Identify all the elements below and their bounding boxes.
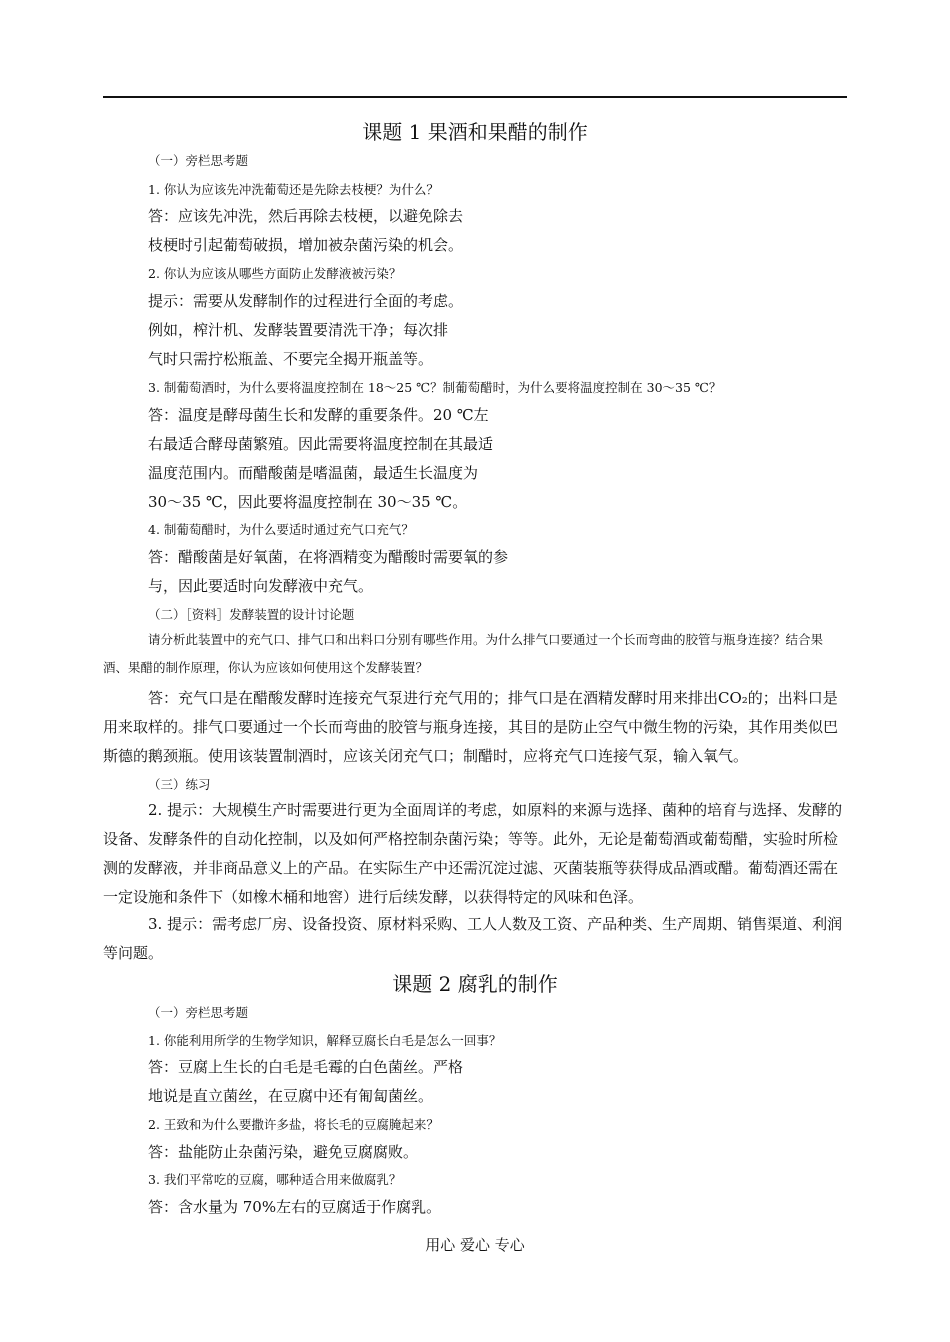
topic1-a4-line: 答：醋酸菌是好氧菌，在将酒精变为醋酸时需要氧的参 (148, 548, 509, 566)
topic2-a1-line: 答：豆腐上生长的白毛是毛霉的白色菌丝。严格 (148, 1058, 464, 1076)
topic1-sec2-header: （二）［资料］发酵装置的设计讨论题 (148, 607, 355, 622)
page-footer: 用心 爱心 专心 (425, 1236, 525, 1254)
topic2-a3: 答：含水量为 70%左右的豆腐适于作腐乳。 (148, 1198, 442, 1216)
topic1-q1: 1. 你认为应该先冲洗葡萄还是先除去枝梗？为什么？ (148, 182, 439, 197)
topic1-sec2-answer: 答：充气口是在醋酸发酵时连接充气泵进行充气用的；排气口是在酒精发酵时用来排出CO₂的；出料口是用来取样的。排气口要通过一个长而弯曲的胶管与瓶身连接，其目的是防止空气中微生物的污染，其作用类似巴斯德的鹅颈瓶。使用该装置制酒时，应该关闭充气口；制醋时，应将充气口连接气泵，输入氧气。 (103, 689, 839, 765)
topic2-sec1-header: （一）旁栏思考题 (148, 1005, 249, 1020)
topic2-title: 课题 2 腐乳的制作 (392, 972, 558, 996)
topic1-a2-line: 气时只需拧松瓶盖、不要完全揭开瓶盖等。 (148, 350, 434, 368)
topic2-q3: 3. 我们平常吃的豆腐，哪种适合用来做腐乳？ (148, 1172, 402, 1187)
topic2-q2: 2. 王致和为什么要撒许多盐，将长毛的豆腐腌起来？ (148, 1117, 439, 1132)
topic1-sec2-question: 请分析此装置中的充气口、排气口和出料口分别有哪些作用。为什么排气口要通过一个长而弯曲的胶管与瓶身连接？结合果酒、果醋的制作原理，你认为应该如何使用这个发酵装置？ (103, 632, 824, 675)
topic1-q4: 4. 制葡萄醋时，为什么要适时通过充气口充气？ (148, 522, 414, 537)
topic1-a3-line: 温度范围内。而醋酸菌是嗜温菌，最适生长温度为 (148, 464, 479, 482)
topic2-q1: 1. 你能利用所学的生物学知识，解释豆腐长白毛是怎么一回事？ (148, 1033, 502, 1048)
topic1-q3: 3. 制葡萄酒时，为什么要将温度控制在 18～25 ℃？制葡萄醋时，为什么要将温度控制在 30～35 ℃？ (148, 380, 722, 395)
topic1-a3-line: 30～35 ℃，因此要将温度控制在 30～35 ℃。 (148, 493, 468, 511)
topic2-a2: 答：盐能防止杂菌污染，避免豆腐腐败。 (148, 1143, 419, 1161)
topic1-q2: 2. 你认为应该从哪些方面防止发酵液被污染？ (148, 266, 402, 281)
topic1-a1-line: 枝梗时引起葡萄破损，增加被杂菌污染的机会。 (148, 236, 464, 254)
topic2-a1-line: 地说是直立菌丝，在豆腐中还有匍匐菌丝。 (148, 1087, 434, 1105)
topic1-a4-line: 与，因此要适时向发酵液中充气。 (148, 577, 374, 595)
topic1-a1-line: 答：应该先冲洗，然后再除去枝梗，以避免除去 (148, 207, 464, 225)
topic1-ex3: 3. 提示：需考虑厂房、设备投资、原材料采购、工人人数及工资、产品种类、生产周期、销售渠道、利润等问题。 (103, 915, 843, 962)
topic1-ex2: 2. 提示：大规模生产时需要进行更为全面周详的考虑，如原料的来源与选择、菌种的培育与选择、发酵的设备、发酵条件的自动化控制，以及如何严格控制杂菌污染；等等。此外，无论是葡萄酒或葡萄醋，实验时所检测的发酵液，并非商品意义上的产品。在实际生产中还需沉淀过滤、灭菌装瓶等获得成品酒或醋。葡萄酒还需在一定设施和条件下（如橡木桶和地窖）进行后续发酵，以获得特定的风味和色泽。 (103, 801, 843, 906)
topic1-a2-line: 提示：需要从发酵制作的过程进行全面的考虑。 (148, 292, 464, 310)
topic1-sec3-header: （三）练习 (148, 777, 211, 792)
topic1-a2-line: 例如，榨汁机、发酵装置要清洗干净；每次排 (148, 321, 449, 339)
topic1-sec1-header: （一）旁栏思考题 (148, 153, 249, 168)
header-rule (103, 96, 847, 98)
topic1-title: 课题 1 果酒和果醋的制作 (362, 120, 588, 144)
topic1-a3-line: 答：温度是酵母菌生长和发酵的重要条件。20 ℃左 (148, 406, 489, 424)
topic1-a3-line: 右最适合酵母菌繁殖。因此需要将温度控制在其最适 (148, 435, 494, 453)
